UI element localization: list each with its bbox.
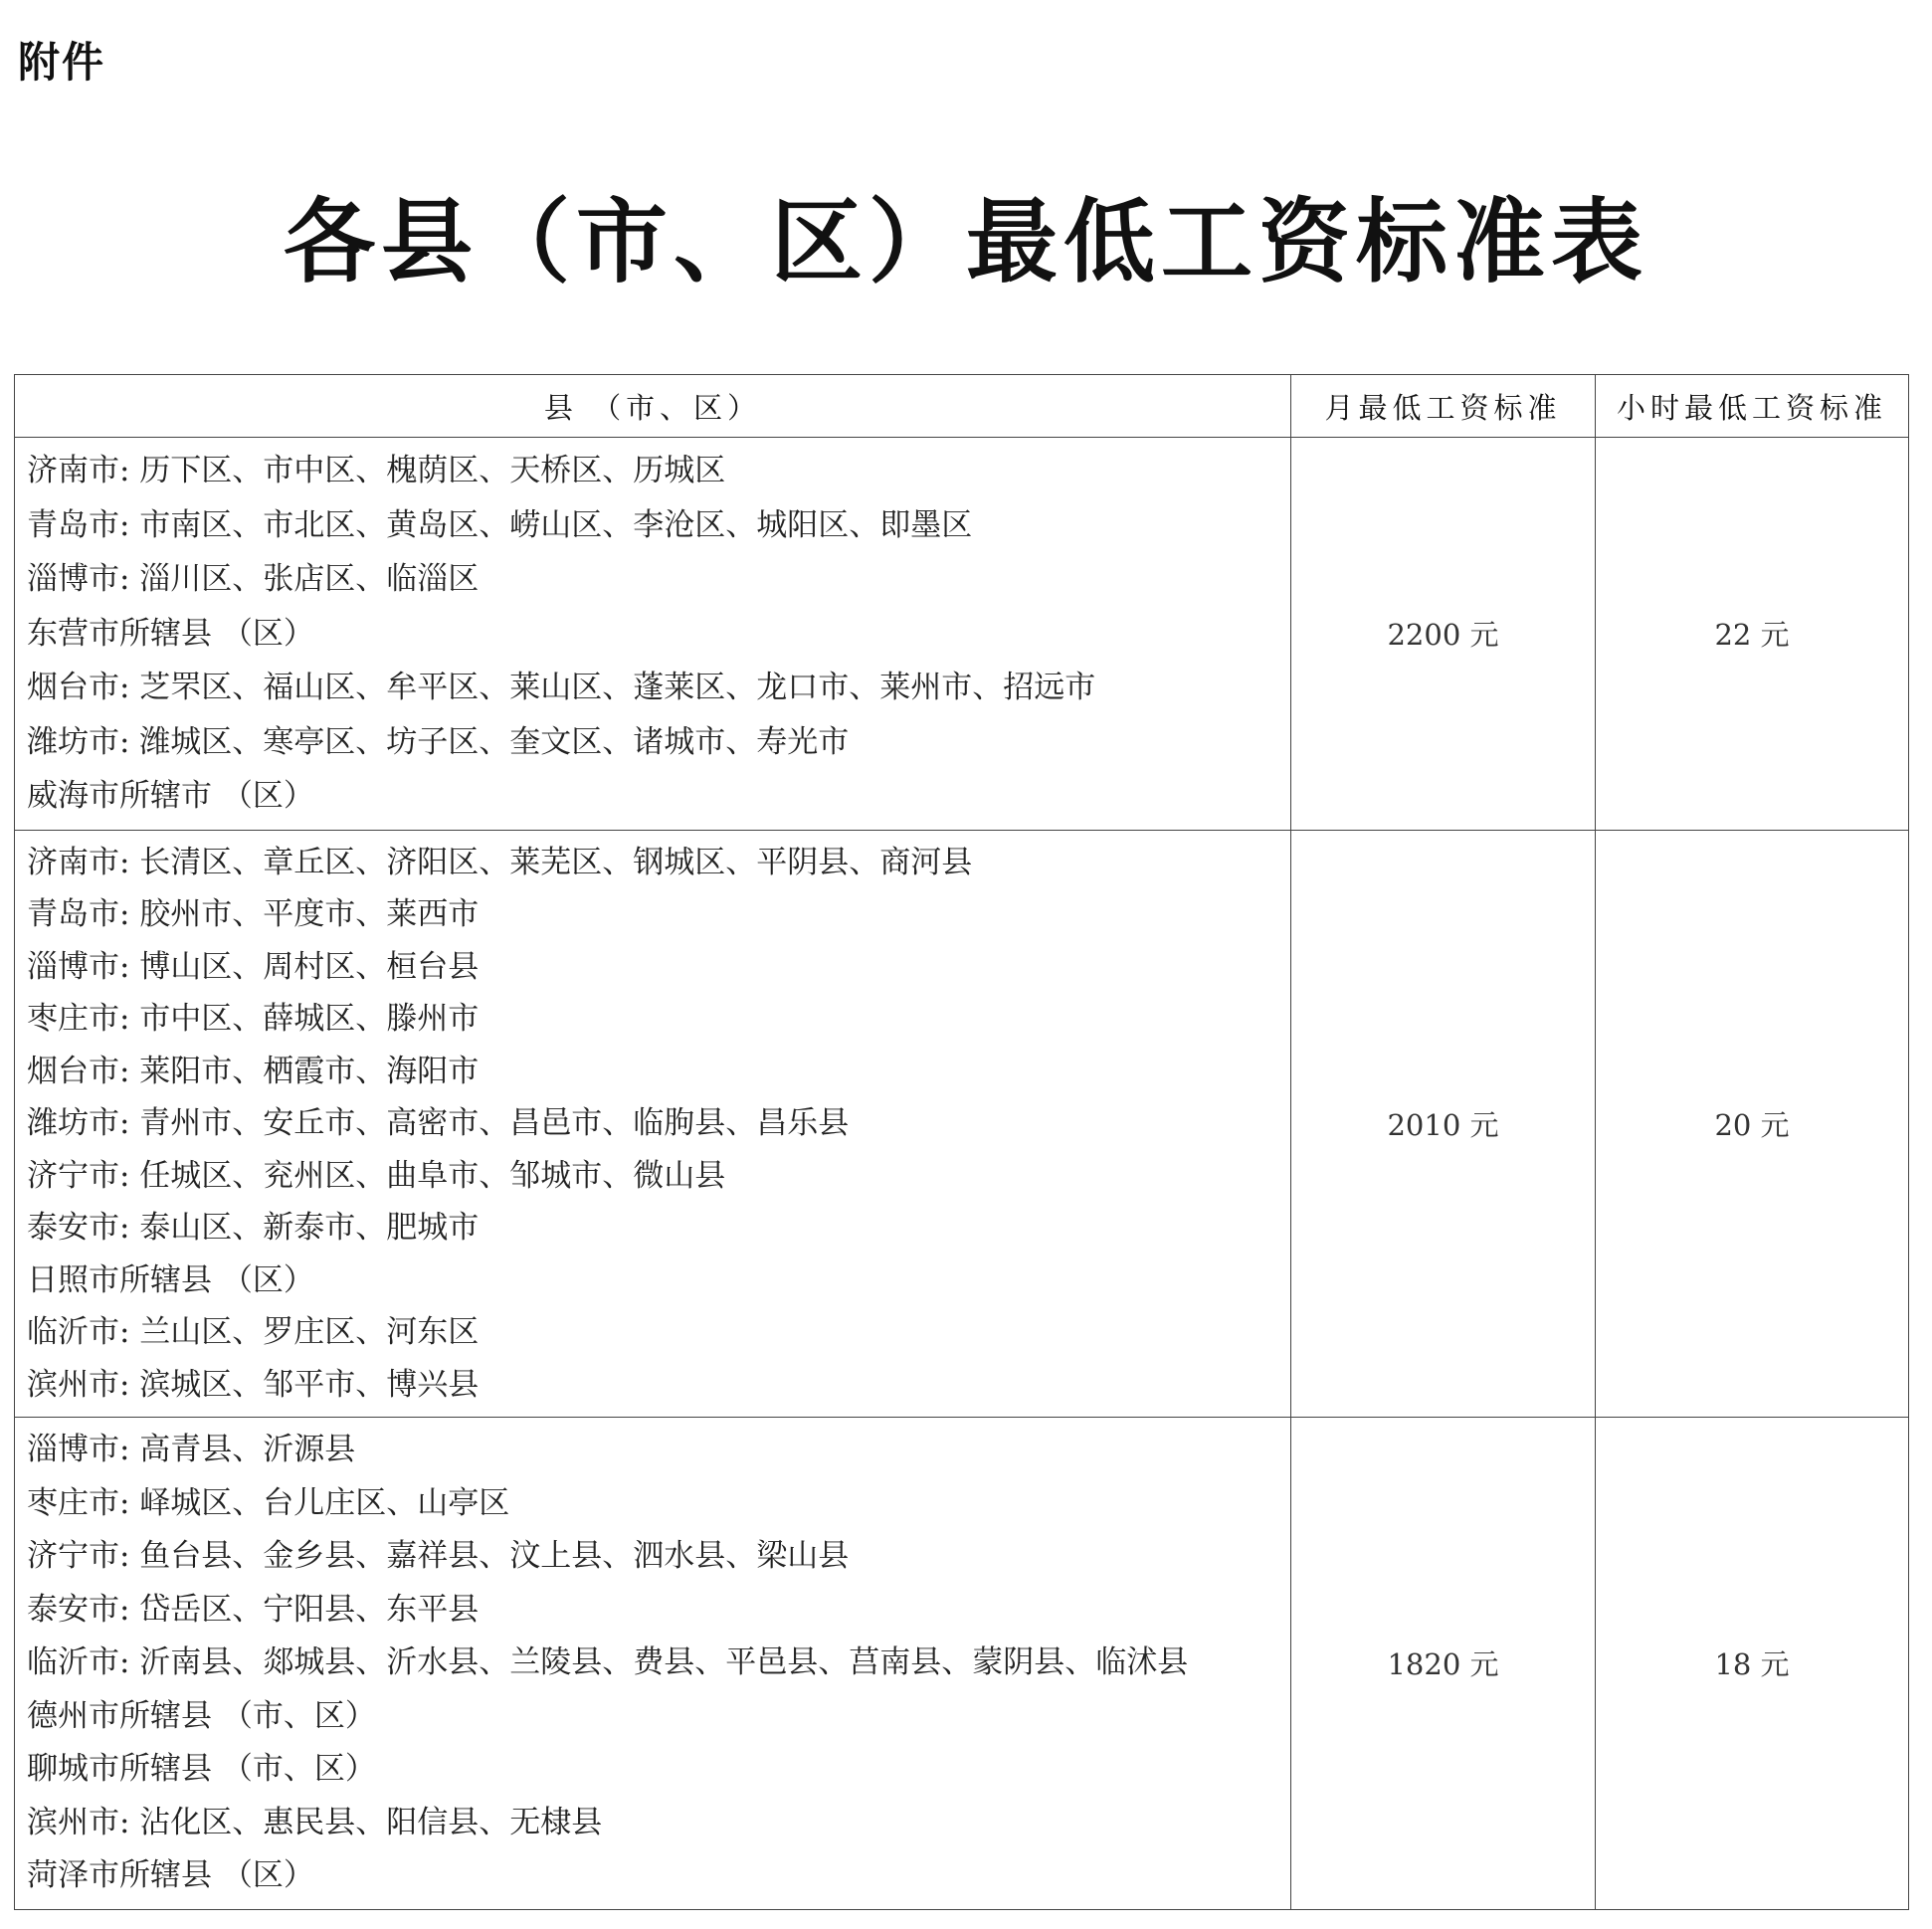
area-line: 潍坊市: 青州市、安丘市、高密市、昌邑市、临朐县、昌乐县 (27, 1105, 850, 1141)
area-line: 泰安市: 泰山区、新泰市、肥城市 (27, 1210, 480, 1246)
minimum-wage-table (14, 374, 1909, 1910)
attachment-label: 附件 (18, 38, 106, 87)
area-line: 济南市: 历下区、市中区、槐荫区、天桥区、历城区 (27, 453, 726, 488)
area-line: 威海市所辖市 （区） (27, 778, 314, 814)
hourly-wage: 20 元 (1596, 830, 1909, 1418)
area-line: 东营市所辖县 （区） (27, 615, 314, 652)
area-line: 泰安市: 岱岳区、宁阳县、东平县 (27, 1591, 480, 1628)
area-line: 临沂市: 沂南县、郯城县、沂水县、兰陵县、费县、平邑县、莒南县、蒙阴县、临沭县 (27, 1644, 1189, 1680)
area-line: 济南市: 长清区、章丘区、济阳区、莱芜区、钢城区、平阴县、商河县 (27, 844, 973, 880)
area-line: 日照市所辖县 （区） (27, 1261, 314, 1298)
area-line: 枣庄市: 市中区、薛城区、滕州市 (27, 1001, 480, 1037)
area-line: 烟台市: 莱阳市、栖霞市、海阳市 (27, 1053, 480, 1089)
area-list (15, 1418, 1291, 1910)
area-line: 潍坊市: 潍城区、寒亭区、坊子区、奎文区、诸城市、寿光市 (27, 723, 850, 760)
table-row (15, 1418, 1909, 1910)
header-monthly: 月最低工资标准 (1291, 375, 1596, 438)
hourly-wage: 18 元 (1596, 1418, 1909, 1910)
area-line: 淄博市: 淄川区、张店区、临淄区 (27, 561, 480, 597)
area-line: 德州市所辖县 （市、区） (27, 1697, 376, 1734)
area-line: 菏泽市所辖县 （区） (27, 1857, 314, 1893)
area-line: 滨州市: 沾化区、惠民县、阳信县、无棣县 (27, 1804, 603, 1840)
table-row (15, 830, 1909, 1418)
hourly-wage: 22 元 (1596, 438, 1909, 831)
area-line: 青岛市: 市南区、市北区、黄岛区、崂山区、李沧区、城阳区、即墨区 (27, 506, 973, 543)
table-header-row (15, 375, 1909, 438)
area-line: 济宁市: 任城区、兖州区、曲阜市、邹城市、微山县 (27, 1157, 726, 1194)
area-line: 青岛市: 胶州市、平度市、莱西市 (27, 896, 480, 932)
table-row (15, 438, 1909, 831)
header-hourly: 小时最低工资标准 (1596, 375, 1909, 438)
page-title: 各县（市、区）最低工资标准表 (283, 188, 1648, 295)
area-line: 烟台市: 芝罘区、福山区、牟平区、莱山区、蓬莱区、龙口市、莱州市、招远市 (27, 670, 1096, 705)
area-line: 济宁市: 鱼台县、金乡县、嘉祥县、汶上县、泗水县、梁山县 (27, 1538, 850, 1574)
area-line: 临沂市: 兰山区、罗庄区、河东区 (27, 1314, 480, 1350)
header-area: 县 （市、区） (15, 375, 1291, 438)
area-line: 聊城市所辖县 （市、区） (27, 1751, 376, 1787)
area-line: 淄博市: 高青县、沂源县 (27, 1432, 356, 1467)
area-line: 滨州市: 滨城区、邹平市、博兴县 (27, 1366, 480, 1403)
monthly-wage: 2200 元 (1291, 438, 1596, 831)
monthly-wage: 1820 元 (1291, 1418, 1596, 1910)
monthly-wage: 2010 元 (1291, 830, 1596, 1418)
area-list (15, 438, 1291, 831)
area-list (15, 830, 1291, 1418)
area-line: 枣庄市: 峄城区、台儿庄区、山亭区 (27, 1484, 510, 1521)
area-line: 淄博市: 博山区、周村区、桓台县 (27, 948, 480, 985)
